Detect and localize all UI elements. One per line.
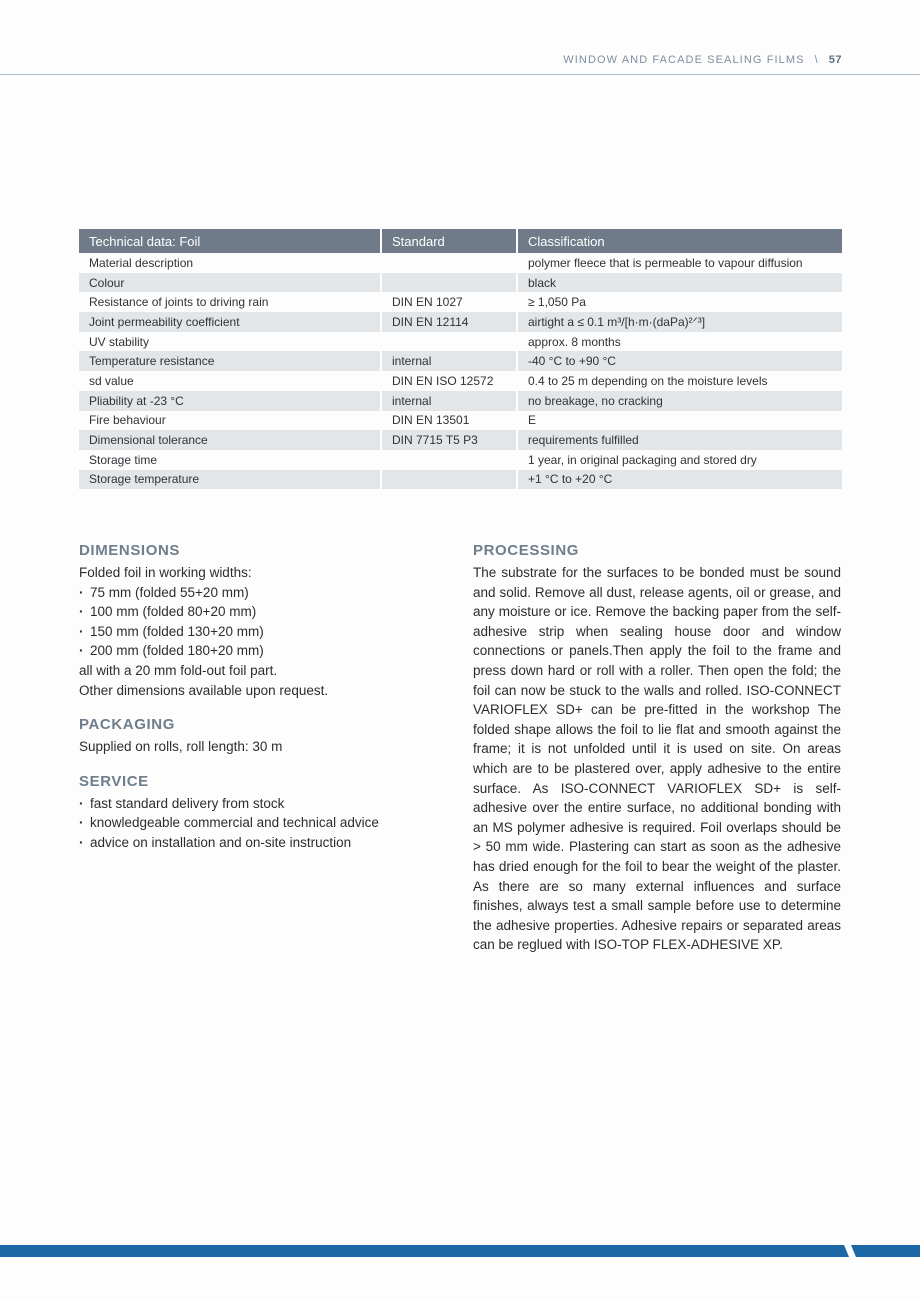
packaging-section [79,715,424,757]
service-list [79,794,424,853]
column-header: Technical data: Foil [79,229,381,253]
table-cell: sd value [79,371,381,391]
table-cell: no breakage, no cracking [517,391,842,411]
table-cell: Dimensional tolerance [79,430,381,450]
table-cell: ≥ 1,050 Pa [528,295,586,310]
right-column [473,541,841,955]
section-title: WINDOW AND FACADE SEALING FILMS [563,54,805,66]
table-header-row [79,229,842,253]
service-heading: SERVICE [79,772,149,790]
table-cell: Material description [79,253,381,273]
list-item: · advice on installation and on-site instruction [79,833,424,853]
table-cell: approx. 8 months [528,334,621,349]
dimensions-note: all with a 20 mm fold-out foil part. [79,662,278,678]
service-section [79,772,424,853]
table-cell [381,253,517,273]
table-cell: 0.4 to 25 m depending on the moisture levels [528,373,768,388]
table-cell: black [517,273,842,293]
table-cell: Storage temperature [79,470,381,490]
dimensions-intro: Folded foil in working widths: [79,565,252,580]
page-number: 57 [828,54,842,66]
table-cell: DIN 7715 T5 P3 [381,430,517,450]
left-column [79,541,424,868]
table-row [79,273,842,293]
dimensions-heading: DIMENSIONS [79,542,181,559]
table-row [79,312,842,332]
table-cell: -40 °C to +90 °C [517,351,842,371]
table-cell: 1 year, in original packaging and stored dry [528,452,757,467]
table-cell: internal [381,391,517,411]
table-cell: Storage time [79,450,381,470]
table-cell: Pliability at -23 °C [79,391,381,411]
list-item: · 100 mm (folded 80+20 mm) [79,602,424,622]
table-cell [381,450,517,470]
dimensions-section [79,541,424,700]
table-cell: DIN EN 13501 [381,411,517,431]
table-cell: UV stability [79,332,381,352]
table-cell: E [528,413,537,428]
table-row [79,470,842,490]
header-separator: \ [814,54,819,66]
list-item: · knowledgeable commercial and technical advice [79,813,424,833]
header-rule [0,74,920,75]
dimensions-note: Other dimensions available upon request. [79,682,329,698]
column-header: Classification [517,229,842,253]
table-cell: DIN EN ISO 12572 [381,371,517,391]
table-cell: internal [381,351,517,371]
footer-bar-right [851,1245,920,1257]
table-cell: +1 °C to +20 °C [517,470,842,490]
table-row [79,332,842,352]
table-cell [381,332,517,352]
packaging-heading: PACKAGING [79,716,175,734]
technical-data-table [79,229,842,489]
table-cell: airtight a ≤ 0.1 m³/[h·m·(daPa)²ᐟ³] [517,312,842,332]
table-cell: DIN EN 1027 [381,292,517,312]
table-cell: Fire behaviour [79,411,381,431]
table-cell: Joint permeability coefficient [79,312,381,332]
list-item: · fast standard delivery from stock [79,794,424,814]
list-item: · 75 mm (folded 55+20 mm) [79,583,424,603]
table-cell [381,470,517,490]
list-item: · 150 mm (folded 130+20 mm) [79,622,424,642]
footer-bar [0,1245,920,1257]
table-row [79,253,842,273]
table-row [79,450,842,470]
processing-text: The substrate for the surfaces to be bonded must be sound and solid. Remove all dust, release agents, oil or grease, and any moisture or ice. Remove the backing paper from the self-adhesive strip when sealing house door and window connections or panels.Then apply the foil to the frame and press down hard or roll with a roller. Then open the fold; the foil can now be stuck to the walls and rolled. ISO-CONNECT VARIOFLEX SD+ can be pre-fitted in the workshop The folded shape allows the foil to lie flat and smooth against the frame; it is not unfolded until it is used on site. On areas which are to be plastered over, apply adhesive to the entire surface. As ISO-CONNECT VARIOFLEX SD+ is self-adhesive over the entire surface, no additional bonding with an MS polymer adhesive is required. Foil overlaps should be > 50 mm wide. Plastering can start as soon as the adhesive has dried enough for the foil to bear the weight of the plaster. As there are so many external influences and surface finishes, always test a small sample before use to determine the adhesive properties. Adhesive repairs or separated areas can be reglued with ISO-TOP FLEX-ADHESIVE XP. [473,565,841,953]
table-row [79,430,842,450]
table-cell: Resistance of joints to driving rain [79,292,381,312]
table-row [79,411,842,431]
processing-heading: PROCESSING [473,542,580,559]
column-header: Standard [381,229,517,253]
table-cell: requirements fulfilled [517,430,842,450]
table-row [79,292,842,312]
packaging-text: Supplied on rolls, roll length: 30 m [79,739,283,755]
table-row [79,371,842,391]
table-cell: polymer fleece that is permeable to vapour diffusion [528,255,803,270]
table-cell [381,273,517,293]
dimensions-list [79,583,424,661]
table-row [79,391,842,411]
table-row [79,351,842,371]
footer-bar-left [0,1245,849,1257]
list-item: · 200 mm (folded 180+20 mm) [79,641,424,661]
table-cell: Temperature resistance [79,351,381,371]
page-header [563,54,842,66]
table-cell: DIN EN 12114 [381,312,517,332]
table-cell: Colour [79,273,381,293]
